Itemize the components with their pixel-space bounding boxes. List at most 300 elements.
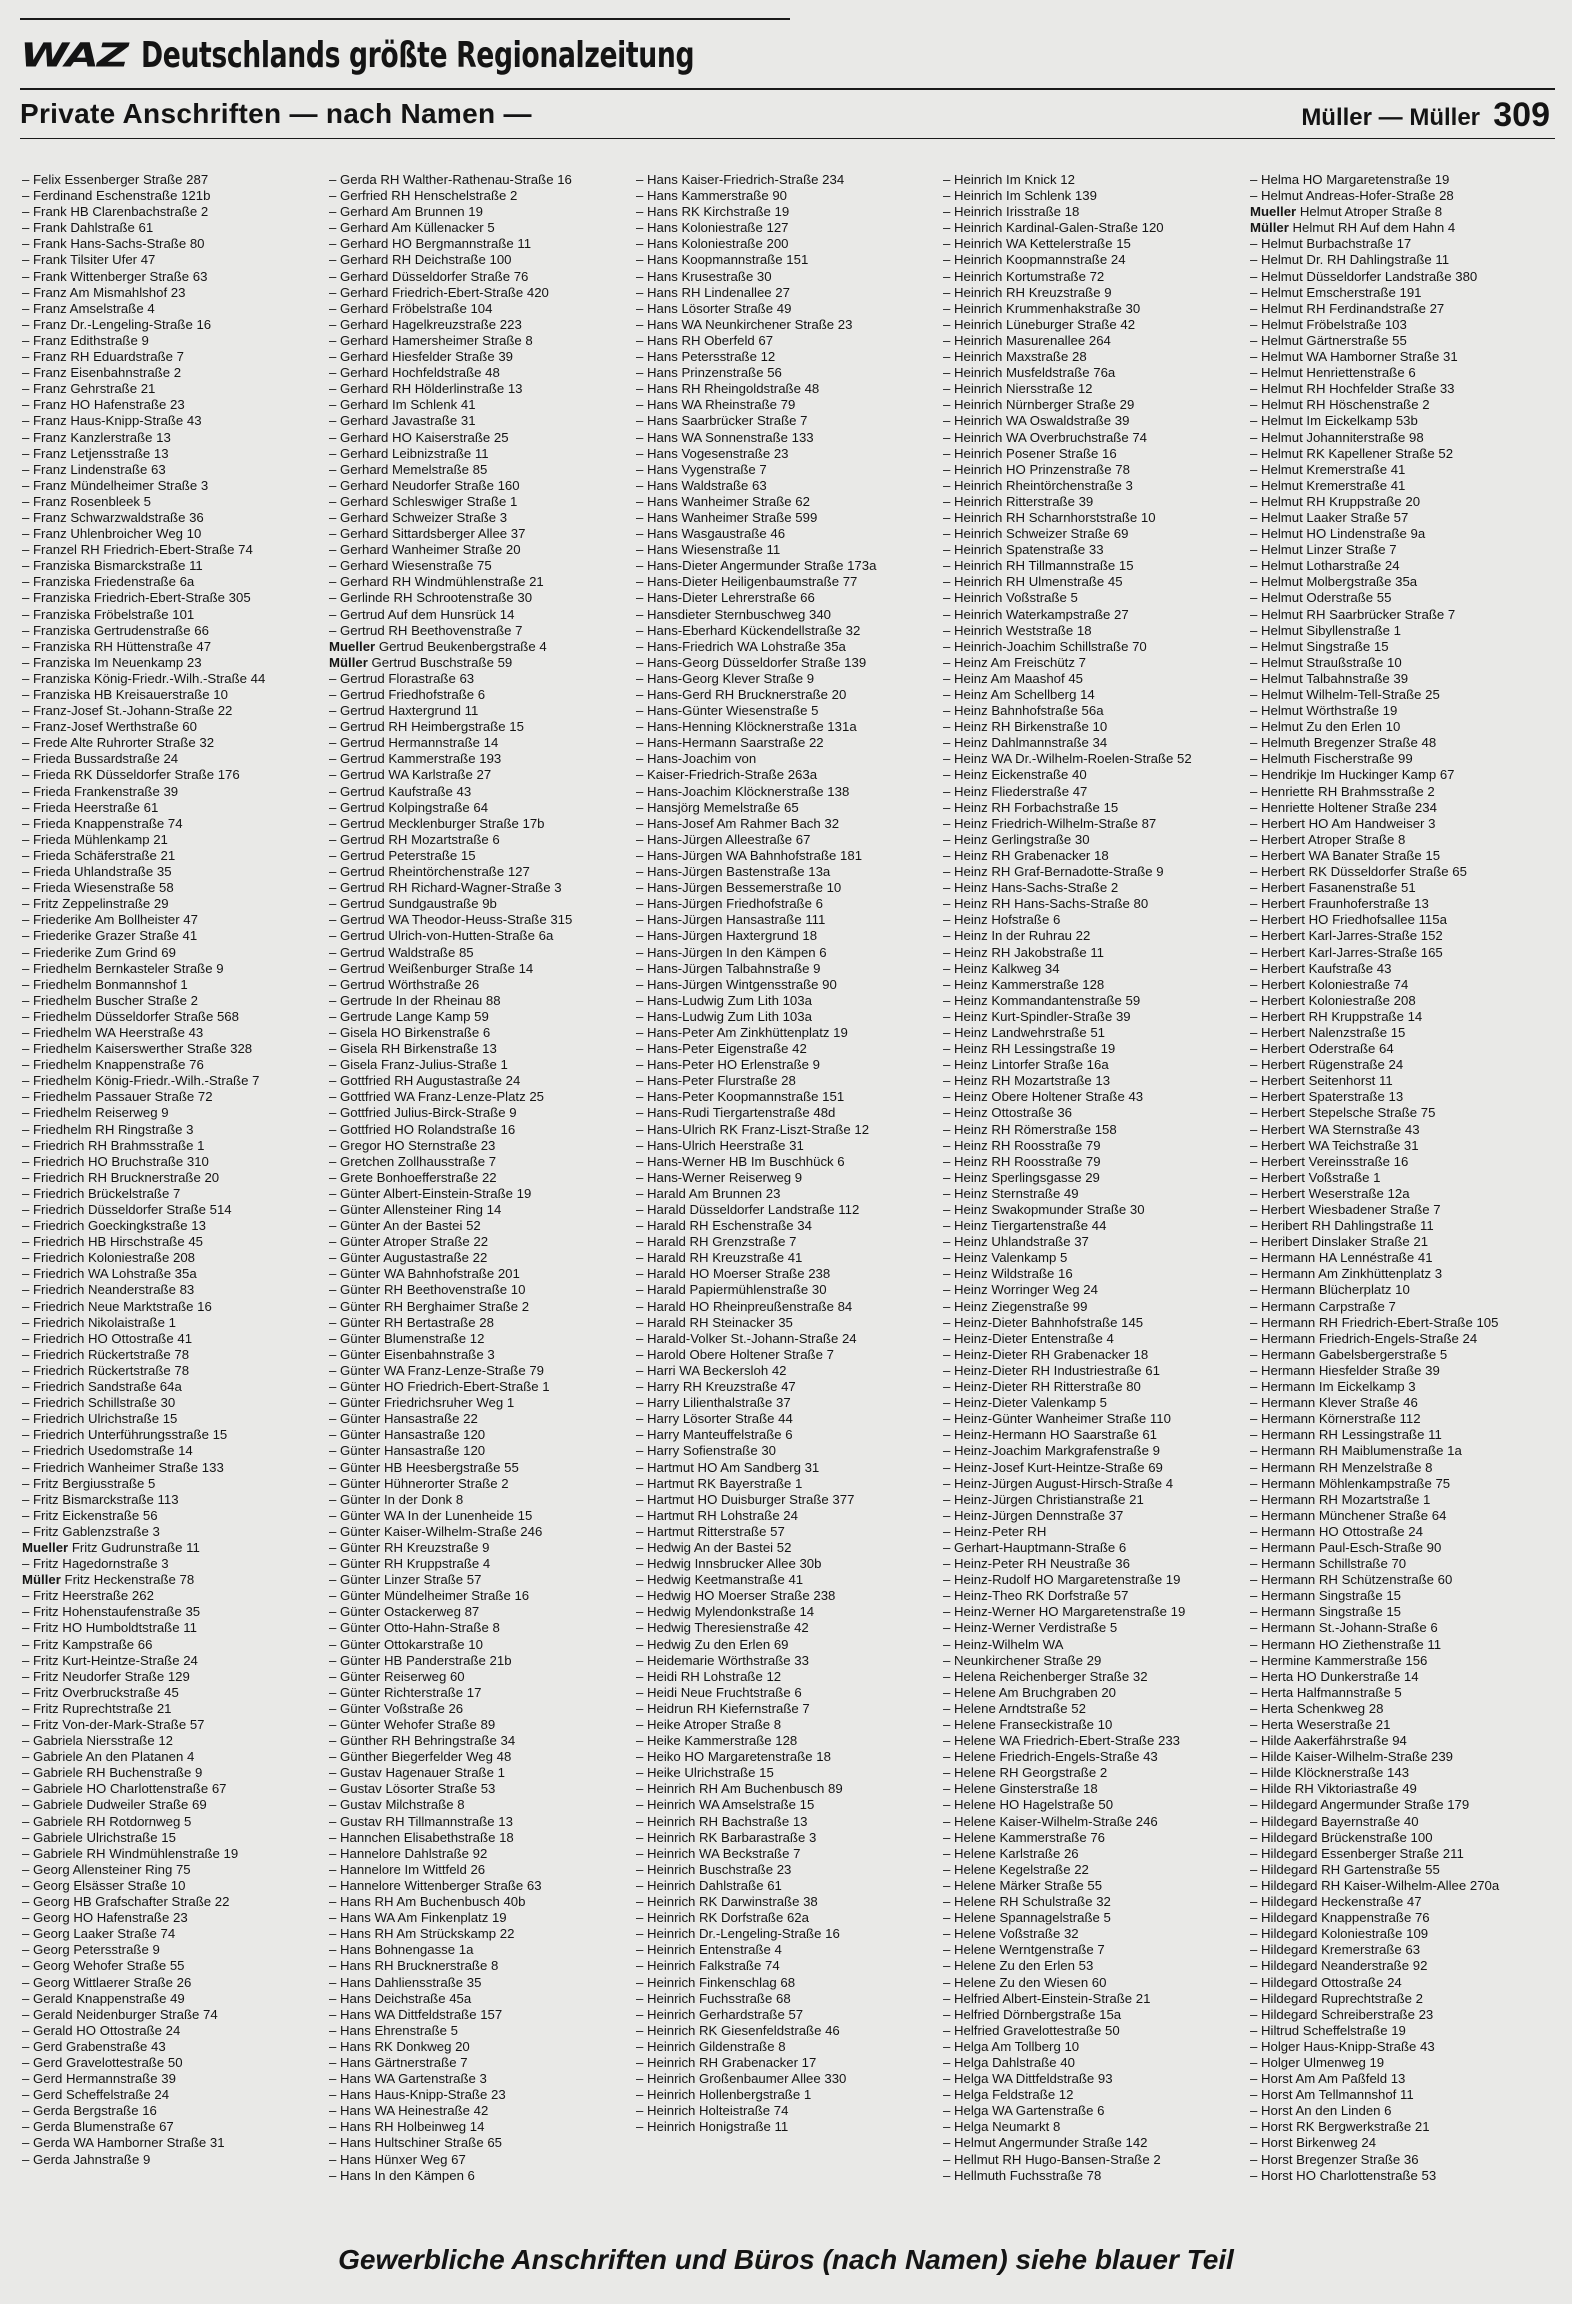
directory-entry: – Helga WA Gartenstraße 6 [943, 2103, 1247, 2119]
directory-entry: – Gertrud Kammerstraße 193 [329, 751, 633, 767]
directory-entry: – Herta Weserstraße 21 [1250, 1717, 1554, 1733]
directory-entry: – Horst Am Am Paßfeld 13 [1250, 2071, 1554, 2087]
directory-entry: – Friedrich Goeckingkstraße 13 [22, 1218, 326, 1234]
surname-heading: Müller [329, 654, 368, 670]
directory-entry: – Heribert Dinslaker Straße 21 [1250, 1234, 1554, 1250]
directory-entry: – Friedrich Nikolaistraße 1 [22, 1315, 326, 1331]
directory-entry: – Heidi RH Lohstraße 12 [636, 1669, 940, 1685]
directory-entry: – Hendrikje Im Huckinger Kamp 67 [1250, 767, 1554, 783]
directory-entry: – Heinz-Dieter Valenkamp 5 [943, 1395, 1247, 1411]
directory-entry: – Fritz Zeppelinstraße 29 [22, 896, 326, 912]
directory-entry: – Hilde Kaiser-Wilhelm-Straße 239 [1250, 1749, 1554, 1765]
directory-entry: – Franziska Gertrudenstraße 66 [22, 623, 326, 639]
directory-entry: – Heinz-Jürgen August-Hirsch-Straße 4 [943, 1476, 1247, 1492]
directory-entry: – Günter Hansastraße 120 [329, 1427, 633, 1443]
directory-entry: – Harald RH Eschenstraße 34 [636, 1218, 940, 1234]
directory-entry: – Gertrude In der Rheinau 88 [329, 993, 633, 1009]
directory-entry: – Gabriele Ulrichstraße 15 [22, 1830, 326, 1846]
entry-list [943, 172, 1247, 2184]
directory-entry: – Georg Allensteiner Ring 75 [22, 1862, 326, 1878]
directory-entry: – Gerhart-Hauptmann-Straße 6 [943, 1540, 1247, 1556]
directory-entry: – Herbert Weserstraße 12a [1250, 1186, 1554, 1202]
directory-entry: – Gerhard Düsseldorfer Straße 76 [329, 269, 633, 285]
directory-entry: – Hans Deichstraße 45a [329, 1991, 633, 2007]
directory-entry: – Hannelore Dahlstraße 92 [329, 1846, 633, 1862]
directory-entry: – Hermann Paul-Esch-Straße 90 [1250, 1540, 1554, 1556]
directory-entry: – Heike Atroper Straße 8 [636, 1717, 940, 1733]
directory-entry: – Hans WA Gartenstraße 3 [329, 2071, 633, 2087]
directory-entry: – Helene Kegelstraße 22 [943, 1862, 1247, 1878]
directory-entry: – Franz Am Mismahlshof 23 [22, 285, 326, 301]
directory-entry: – Hans Kaiser-Friedrich-Straße 234 [636, 172, 940, 188]
directory-entry: – Heinz Am Maashof 45 [943, 671, 1247, 687]
directory-entry: – Frieda Frankenstraße 39 [22, 784, 326, 800]
directory-entry: – Gerd Gravelottestraße 50 [22, 2055, 326, 2071]
directory-entry: – Helga Am Tollberg 10 [943, 2039, 1247, 2055]
directory-entry: – Hiltrud Scheffelstraße 19 [1250, 2023, 1554, 2039]
directory-entry: – Hermann RH Schützenstraße 60 [1250, 1572, 1554, 1588]
directory-entry: – Harry Lilienthalstraße 37 [636, 1395, 940, 1411]
directory-entry: – Heinz Kalkweg 34 [943, 961, 1247, 977]
directory-entry: – Harry Manteuffelstraße 6 [636, 1427, 940, 1443]
directory-entry: – Hermann RH Friedrich-Ebert-Straße 105 [1250, 1315, 1554, 1331]
directory-entry: – Gerhard Leibnizstraße 11 [329, 446, 633, 462]
directory-entry: – Heinrich Gerhardstraße 57 [636, 2007, 940, 2023]
directory-column-4 [943, 172, 1247, 2217]
waz-logo: WAZ [20, 35, 127, 75]
directory-entry: – Hans-Werner Reiserweg 9 [636, 1170, 940, 1186]
directory-entry: – Heinrich Dr.-Lengeling-Straße 16 [636, 1926, 940, 1942]
directory-entry: – Hedwig Theresienstraße 42 [636, 1620, 940, 1636]
directory-entry: – Friedrich Brückelstraße 7 [22, 1186, 326, 1202]
directory-entry: – Günter HO Friedrich-Ebert-Straße 1 [329, 1379, 633, 1395]
directory-entry: – Günther Biegerfelder Weg 48 [329, 1749, 633, 1765]
directory-entry: – Günther RH Behringstraße 34 [329, 1733, 633, 1749]
directory-entry: – Hans In den Kämpen 6 [329, 2168, 633, 2184]
directory-entry: – Hans-Henning Klöcknerstraße 131a [636, 719, 940, 735]
directory-entry: – Heinz Hans-Sachs-Straße 2 [943, 880, 1247, 896]
directory-entry: – Gertrud RH Heimbergstraße 15 [329, 719, 633, 735]
directory-entry: – Hans-Ludwig Zum Lith 103a [636, 993, 940, 1009]
directory-entry: – Gertrud Kolpingstraße 64 [329, 800, 633, 816]
directory-entry: – Hans Bohnengasse 1a [329, 1942, 633, 1958]
directory-entry: – Helmut Emscherstraße 191 [1250, 285, 1554, 301]
masthead-title: Deutschlands größte Regionalzeitung [140, 34, 695, 76]
directory-entry: – Helmut Kremerstraße 41 [1250, 462, 1554, 478]
directory-entry: – Frieda Heerstraße 61 [22, 800, 326, 816]
directory-entry: – Hans-Joachim von [636, 751, 940, 767]
directory-entry: – Gabriele An den Platanen 4 [22, 1749, 326, 1765]
directory-entry: – Helmut Kremerstraße 41 [1250, 478, 1554, 494]
directory-entry: – Friedrich Unterführungsstraße 15 [22, 1427, 326, 1443]
directory-entry: – Fritz Neudorfer Straße 129 [22, 1669, 326, 1685]
directory-entry: – Franziska Fröbelstraße 101 [22, 607, 326, 623]
directory-entry: – Helene HO Hagelstraße 50 [943, 1797, 1247, 1813]
directory-entry: – Hans WA Dittfeldstraße 157 [329, 2007, 633, 2023]
directory-entry: – Heinz Tiergartenstraße 44 [943, 1218, 1247, 1234]
directory-entry: – Frank Hans-Sachs-Straße 80 [22, 236, 326, 252]
header-rule [20, 88, 1555, 90]
directory-entry: – Hildegard RH Kaiser-Wilhelm-Allee 270a [1250, 1878, 1554, 1894]
directory-entry: – Franz Amselstraße 4 [22, 301, 326, 317]
directory-entry: – Heinrich RK Giesenfeldstraße 46 [636, 2023, 940, 2039]
directory-entry: – Helene RH Georgstraße 2 [943, 1765, 1247, 1781]
directory-entry: – Gertrud Weißenburger Straße 14 [329, 961, 633, 977]
directory-entry: – Gisela Franz-Julius-Straße 1 [329, 1057, 633, 1073]
directory-entry: – Gertrud Auf dem Hunsrück 14 [329, 607, 633, 623]
directory-entry: – Hermann Im Eickelkamp 3 [1250, 1379, 1554, 1395]
directory-entry: – Hans Vygenstraße 7 [636, 462, 940, 478]
directory-entry: – Helene Am Bruchgraben 20 [943, 1685, 1247, 1701]
directory-entry: – Herbert Stepelsche Straße 75 [1250, 1105, 1554, 1121]
directory-entry: – Herbert WA Banater Straße 15 [1250, 848, 1554, 864]
directory-entry: – Gerhard HO Bergmannstraße 11 [329, 236, 633, 252]
directory-entry: – Heinz Kommandantenstraße 59 [943, 993, 1247, 1009]
directory-entry: – Heinz Kurt-Spindler-Straße 39 [943, 1009, 1247, 1025]
directory-entry: – Gerhard Javastraße 31 [329, 413, 633, 429]
directory-entry: – Ferdinand Eschenstraße 121b [22, 188, 326, 204]
directory-entry: – Gerhard RH Hölderlinstraße 13 [329, 381, 633, 397]
directory-entry: – Heinrich Kortumstraße 72 [943, 269, 1247, 285]
directory-entry: – Hildegard Ruprechtstraße 2 [1250, 1991, 1554, 2007]
directory-entry: – Hermann HO Ziethenstraße 11 [1250, 1637, 1554, 1653]
directory-entry: – Felix Essenberger Straße 287 [22, 172, 326, 188]
directory-entry: – Hans-Jürgen Hansastraße 111 [636, 912, 940, 928]
directory-entry: – Günter Otto-Hahn-Straße 8 [329, 1620, 633, 1636]
directory-entry: – Günter Friedrichsruher Weg 1 [329, 1395, 633, 1411]
directory-entry: – Heinz Obere Holtener Straße 43 [943, 1089, 1247, 1105]
directory-entry: – Heinz RH Forbachstraße 15 [943, 800, 1247, 816]
directory-entry: – Frieda Knappenstraße 74 [22, 816, 326, 832]
directory-entry: – Franz Kanzlerstraße 13 [22, 430, 326, 446]
directory-entry: – Heinz-Dieter RH Ritterstraße 80 [943, 1379, 1247, 1395]
directory-entry: – Hans-Ulrich Heerstraße 31 [636, 1138, 940, 1154]
directory-entry: – Heidrun RH Kiefernstraße 7 [636, 1701, 940, 1717]
surname-heading: Müller [1250, 220, 1289, 236]
directory-entry: – Helmut Angermunder Straße 142 [943, 2135, 1247, 2151]
directory-entry: – Helene Kammerstraße 76 [943, 1830, 1247, 1846]
directory-entry: – Gerda Jahnstraße 9 [22, 2152, 326, 2168]
directory-entry: – Helmut RK Kapellener Straße 52 [1250, 446, 1554, 462]
directory-entry: – Hartmut HO Duisburger Straße 377 [636, 1492, 940, 1508]
directory-entry: – Horst RK Bergwerkstraße 21 [1250, 2119, 1554, 2135]
directory-entry: – Fritz Eickenstraße 56 [22, 1508, 326, 1524]
directory-entry: – Heinz-Wilhelm WA [943, 1637, 1247, 1653]
directory-entry: – Herta Halfmannstraße 5 [1250, 1685, 1554, 1701]
surname-heading: Mueller [22, 1539, 69, 1555]
directory-entry: – Hans Prinzenstraße 56 [636, 365, 940, 381]
directory-entry: – Hans RH Am Strückskamp 22 [329, 1926, 633, 1942]
directory-entry: – Helene RH Schulstraße 32 [943, 1894, 1247, 1910]
directory-entry: – Helene Werntgenstraße 7 [943, 1942, 1247, 1958]
directory-entry: – Heinrich WA Overbruchstraße 74 [943, 430, 1247, 446]
directory-entry: – Franz Gehrstraße 21 [22, 381, 326, 397]
directory-entry: – Heinrich RH Bachstraße 13 [636, 1814, 940, 1830]
directory-entry: – Franz Lindenstraße 63 [22, 462, 326, 478]
directory-entry: – Franz Mündelheimer Straße 3 [22, 478, 326, 494]
directory-entry: – Hermann Körnerstraße 112 [1250, 1411, 1554, 1427]
directory-entry: – Friedhelm RH Ringstraße 3 [22, 1122, 326, 1138]
directory-entry: – Günter WA In der Lunenheide 15 [329, 1508, 633, 1524]
directory-entry: – Helga WA Dittfeldstraße 93 [943, 2071, 1247, 2087]
directory-entry: – Helene Ginsterstraße 18 [943, 1781, 1247, 1797]
directory-entry: – Heinz RH Graf-Bernadotte-Straße 9 [943, 864, 1247, 880]
directory-entry: – Helmut Henriettenstraße 6 [1250, 365, 1554, 381]
directory-entry: – Hans-Günter Wiesenstraße 5 [636, 703, 940, 719]
directory-entry: – Hans Koloniestraße 200 [636, 236, 940, 252]
directory-entry: – Helfried Albert-Einstein-Straße 21 [943, 1991, 1247, 2007]
directory-entry: – Helmut RH Höschenstraße 2 [1250, 397, 1554, 413]
directory-entry: – Hermann HA Lennéstraße 41 [1250, 1250, 1554, 1266]
directory-entry: – Heinrich Gildenstraße 8 [636, 2039, 940, 2055]
directory-entry: – Heinz-Jürgen Christianstraße 21 [943, 1492, 1247, 1508]
directory-entry: – Kaiser-Friedrich-Straße 263a [636, 767, 940, 783]
directory-entry: – Heinz-Dieter Entenstraße 4 [943, 1331, 1247, 1347]
directory-entry: – Hans-Peter HO Erlenstraße 9 [636, 1057, 940, 1073]
directory-entry: – Heinrich-Joachim Schillstraße 70 [943, 639, 1247, 655]
directory-entry: – Gabriele HO Charlottenstraße 67 [22, 1781, 326, 1797]
directory-entry: – Hermann St.-Johann-Straße 6 [1250, 1620, 1554, 1636]
directory-entry: – Hilde Aakerfährstraße 94 [1250, 1733, 1554, 1749]
surname-heading: Mueller [329, 638, 376, 654]
directory-entry: – Friedrich Düsseldorfer Straße 514 [22, 1202, 326, 1218]
directory-entry: – Harry Lösorter Straße 44 [636, 1411, 940, 1427]
directory-entry: – Hermann Carpstraße 7 [1250, 1299, 1554, 1315]
directory-entry: – Hedwig Zu den Erlen 69 [636, 1637, 940, 1653]
directory-entry: – Gretchen Zollhausstraße 7 [329, 1154, 633, 1170]
directory-entry: – Gustav Lösorter Straße 53 [329, 1781, 633, 1797]
directory-entry: – Hans WA Neunkirchener Straße 23 [636, 317, 940, 333]
directory-entry: – Hans Hünxer Weg 67 [329, 2152, 633, 2168]
directory-entry: – Herbert Vereinsstraße 16 [1250, 1154, 1554, 1170]
directory-entry: – Grete Bonhoefferstraße 22 [329, 1170, 633, 1186]
directory-entry: – Hermann Singstraße 15 [1250, 1588, 1554, 1604]
directory-entry: – Hildegard Bayernstraße 40 [1250, 1814, 1554, 1830]
directory-entry: – Hans Wasgaustraße 46 [636, 526, 940, 542]
directory-entry: – Hans-Gerd RH Brucknerstraße 20 [636, 687, 940, 703]
directory-entry: – Gottfried WA Franz-Lenze-Platz 25 [329, 1089, 633, 1105]
directory-entry: – Heinrich Honigstraße 11 [636, 2119, 940, 2135]
directory-entry: – Gustav Hagenauer Straße 1 [329, 1765, 633, 1781]
directory-column-1 [22, 172, 326, 2217]
directory-entry: – Fritz Kurt-Heintze-Straße 24 [22, 1653, 326, 1669]
directory-entry: – Franz Dr.-Lengeling-Straße 16 [22, 317, 326, 333]
directory-entry: – Hans RK Kirchstraße 19 [636, 204, 940, 220]
directory-entry: – Herbert Koloniestraße 208 [1250, 993, 1554, 1009]
directory-entry: – Hartmut HO Am Sandberg 31 [636, 1460, 940, 1476]
directory-entry: – Günter RH Beethovenstraße 10 [329, 1282, 633, 1298]
directory-entry: – Gerhard Am Brunnen 19 [329, 204, 633, 220]
directory-entry: – Heinz RH Mozartstraße 13 [943, 1073, 1247, 1089]
directory-entry: – Frede Alte Ruhrorter Straße 32 [22, 735, 326, 751]
directory-entry: – Hans-Jürgen Alleestraße 67 [636, 832, 940, 848]
directory-entry: – Heinz Valenkamp 5 [943, 1250, 1247, 1266]
directory-entry: – Harold Obere Holtener Straße 7 [636, 1347, 940, 1363]
directory-entry: – Franz Haus-Knipp-Straße 43 [22, 413, 326, 429]
directory-entry: – Horst An den Linden 6 [1250, 2103, 1554, 2119]
directory-entry: – Herbert Nalenzstraße 15 [1250, 1025, 1554, 1041]
directory-entry: – Hansdieter Sternbuschweg 340 [636, 607, 940, 623]
directory-entry: – Henriette Holtener Straße 234 [1250, 800, 1554, 816]
directory-entry: – Heinz Ziegenstraße 99 [943, 1299, 1247, 1315]
directory-entry: – Fritz Kampstraße 66 [22, 1637, 326, 1653]
directory-entry: – Heinrich RH Kreuzstraße 9 [943, 285, 1247, 301]
directory-entry: – Horst Am Tellmannshof 11 [1250, 2087, 1554, 2103]
directory-entry: – Heinrich Nürnberger Straße 29 [943, 397, 1247, 413]
directory-entry: – Heinrich Koopmannstraße 24 [943, 252, 1247, 268]
directory-entry: – Harald Am Brunnen 23 [636, 1186, 940, 1202]
directory-entry: – Heinrich RH Ulmenstraße 45 [943, 574, 1247, 590]
directory-entry: – Hans Kammerstraße 90 [636, 188, 940, 204]
directory-entry: – Heidi Neue Fruchtstraße 6 [636, 1685, 940, 1701]
directory-entry: – Harald-Volker St.-Johann-Straße 24 [636, 1331, 940, 1347]
directory-entry: – Herbert Fraunhoferstraße 13 [1250, 896, 1554, 912]
directory-entry: – Herbert Seitenhorst 11 [1250, 1073, 1554, 1089]
directory-entry: – Fritz Gablenzstraße 3 [22, 1524, 326, 1540]
directory-entry: – Heinrich Weststraße 18 [943, 623, 1247, 639]
directory-entry: – Heinrich Falkstraße 74 [636, 1958, 940, 1974]
directory-entry: – Heinz Friedrich-Wilhelm-Straße 87 [943, 816, 1247, 832]
directory-entry: – Helmuth Bregenzer Straße 48 [1250, 735, 1554, 751]
directory-entry: – Helmut Im Eickelkamp 53b [1250, 413, 1554, 429]
directory-entry: – Günter Augustastraße 22 [329, 1250, 633, 1266]
directory-entry: – Hedwig Mylendonkstraße 14 [636, 1604, 940, 1620]
directory-entry: – Heinz-Theo RK Dorfstraße 57 [943, 1588, 1247, 1604]
directory-entry: – Gertrud Ulrich-von-Hutten-Straße 6a [329, 928, 633, 944]
directory-entry: – Heinz Dahlmannstraße 34 [943, 735, 1247, 751]
directory-entry: – Hildegard Brückenstraße 100 [1250, 1830, 1554, 1846]
directory-entry: – Heinz-Werner HO Margaretenstraße 19 [943, 1604, 1247, 1620]
directory-entry: – Frieda Schäferstraße 21 [22, 848, 326, 864]
directory-entry: – Harry RH Kreuzstraße 47 [636, 1379, 940, 1395]
directory-entry: – Friedrich HO Bruchstraße 310 [22, 1154, 326, 1170]
directory-entry: – Hans-Rudi Tiergartenstraße 48d [636, 1105, 940, 1121]
directory-entry: – Hans-Werner HB Im Buschhück 6 [636, 1154, 940, 1170]
directory-entry: – Gerhard Fröbelstraße 104 [329, 301, 633, 317]
directory-entry: – Hans Petersstraße 12 [636, 349, 940, 365]
directory-entry: – Günter Mündelheimer Straße 16 [329, 1588, 633, 1604]
directory-entry: – Heinrich Fuchsstraße 68 [636, 1991, 940, 2007]
directory-entry: – Heinrich Holteistraße 74 [636, 2103, 940, 2119]
directory-entry: – Heinrich Lüneburger Straße 42 [943, 317, 1247, 333]
directory-entry: – Fritz Von-der-Mark-Straße 57 [22, 1717, 326, 1733]
directory-entry: – Günter Hühnerorter Straße 2 [329, 1476, 633, 1492]
directory-entry: – Friedhelm Buscher Straße 2 [22, 993, 326, 1009]
directory-entry: – Heinz Am Schellberg 14 [943, 687, 1247, 703]
directory-entry: – Helene Franseckistraße 10 [943, 1717, 1247, 1733]
directory-entry: – Frieda Uhlandstraße 35 [22, 864, 326, 880]
directory-entry: – Horst Bregenzer Straße 36 [1250, 2152, 1554, 2168]
directory-entry: – Herbert Karl-Jarres-Straße 165 [1250, 945, 1554, 961]
directory-entry: – Hildegard RH Gartenstraße 55 [1250, 1862, 1554, 1878]
directory-entry: – Hans-Ulrich RK Franz-Liszt-Straße 12 [636, 1122, 940, 1138]
directory-entry: – Günter Richterstraße 17 [329, 1685, 633, 1701]
masthead [20, 26, 888, 84]
directory-entry: – Horst Birkenweg 24 [1250, 2135, 1554, 2151]
directory-entry: – Herbert RH Kruppstraße 14 [1250, 1009, 1554, 1025]
directory-entry: – Hans RK Donkweg 20 [329, 2039, 633, 2055]
directory-entry: – Günter Hansastraße 22 [329, 1411, 633, 1427]
directory-entry: – Heinz Hofstraße 6 [943, 912, 1247, 928]
directory-entry: – Heinrich Posener Straße 16 [943, 446, 1247, 462]
directory-entry: – Heinz Uhlandstraße 37 [943, 1234, 1247, 1250]
directory-entry: – Helmut RH Hochfelder Straße 33 [1250, 381, 1554, 397]
directory-entry: – Franz RH Eduardstraße 7 [22, 349, 326, 365]
directory-entry: – Gerlinde RH Schrootenstraße 30 [329, 590, 633, 606]
directory-entry: – Frieda Wiesenstraße 58 [22, 880, 326, 896]
directory-entry: – Heinz Lintorfer Straße 16a [943, 1057, 1247, 1073]
directory-entry: – Harald HO Rheinpreußenstraße 84 [636, 1299, 940, 1315]
directory-entry: – Helmut HO Lindenstraße 9a [1250, 526, 1554, 542]
directory-entry: – Gerhard Schleswiger Straße 1 [329, 494, 633, 510]
directory-entry: – Georg Petersstraße 9 [22, 1942, 326, 1958]
directory-entry: – Gerda WA Hamborner Straße 31 [22, 2135, 326, 2151]
directory-entry: – Helfried Dörnbergstraße 15a [943, 2007, 1247, 2023]
directory-entry: – Heinz Bahnhofstraße 56a [943, 703, 1247, 719]
directory-entry: – Hans-Joachim Klöcknerstraße 138 [636, 784, 940, 800]
directory-entry: – Helene Spannagelstraße 5 [943, 1910, 1247, 1926]
directory-entry: – Hartmut Ritterstraße 57 [636, 1524, 940, 1540]
directory-entry: – Hildegard Schreiberstraße 23 [1250, 2007, 1554, 2023]
directory-entry: – Friedhelm König-Friedr.-Wilh.-Straße 7 [22, 1073, 326, 1089]
directory-entry: – Helene Märker Straße 55 [943, 1878, 1247, 1894]
entry-list [22, 172, 326, 2168]
directory-entry: – Heinrich Im Knick 12 [943, 172, 1247, 188]
directory-entry: – Heinz Sperlingsgasse 29 [943, 1170, 1247, 1186]
directory-entry: – Heinrich RH Scharnhorststraße 10 [943, 510, 1247, 526]
directory-entry: – Heinz Sternstraße 49 [943, 1186, 1247, 1202]
directory-entry: – Hans-Jürgen In den Kämpen 6 [636, 945, 940, 961]
directory-entry: – Helmut Oderstraße 55 [1250, 590, 1554, 606]
directory-entry: – Fritz Heerstraße 262 [22, 1588, 326, 1604]
directory-entry: – Georg Wittlaerer Straße 26 [22, 1975, 326, 1991]
directory-entry: – Hans-Jürgen Bastenstraße 13a [636, 864, 940, 880]
directory-entry: – Günter RH Bertastraße 28 [329, 1315, 633, 1331]
directory-entry: – Gertrud Rheintörchenstraße 127 [329, 864, 633, 880]
directory-entry: – Heinz-Günter Wanheimer Straße 110 [943, 1411, 1247, 1427]
directory-entry: – Hermann Klever Straße 46 [1250, 1395, 1554, 1411]
directory-entry: – Georg Elsässer Straße 10 [22, 1878, 326, 1894]
directory-entry: – Helmut Zu den Erlen 10 [1250, 719, 1554, 735]
directory-entry: – Hermann Friedrich-Engels-Straße 24 [1250, 1331, 1554, 1347]
directory-entry: – Hildegard Knappenstraße 76 [1250, 1910, 1554, 1926]
directory-entry: – Günter Hansastraße 120 [329, 1443, 633, 1459]
directory-entry: – Franz HO Hafenstraße 23 [22, 397, 326, 413]
directory-entry: – Helene Arndtstraße 52 [943, 1701, 1247, 1717]
directory-entry: – Friedrich Usedomstraße 14 [22, 1443, 326, 1459]
directory-entry: – Franz Rosenbleek 5 [22, 494, 326, 510]
surname-heading: Müller [22, 1572, 61, 1588]
directory-entry: – Hans-Friedrich WA Lohstraße 35a [636, 639, 940, 655]
directory-entry: – Horst HO Charlottenstraße 53 [1250, 2168, 1554, 2184]
directory-entry: – Friedrich Rückertstraße 78 [22, 1347, 326, 1363]
directory-entry: – Hildegard Kremerstraße 63 [1250, 1942, 1554, 1958]
directory-entry: – Heinrich RH Tillmannstraße 15 [943, 558, 1247, 574]
directory-entry: – Heinz In der Ruhrau 22 [943, 928, 1247, 944]
directory-entry: – Fritz Bismarckstraße 113 [22, 1492, 326, 1508]
directory-entry: – Gisela RH Birkenstraße 13 [329, 1041, 633, 1057]
directory-entry: – Hermine Kammerstraße 156 [1250, 1653, 1554, 1669]
directory-entry: – Friedrich Neanderstraße 83 [22, 1282, 326, 1298]
directory-entry: – Friedrich Rückertstraße 78 [22, 1363, 326, 1379]
directory-entry: – Heinz-Peter RH Neustraße 36 [943, 1556, 1247, 1572]
directory-entry: – Heinrich RK Dorfstraße 62a [636, 1910, 940, 1926]
directory-entry: – Günter An der Bastei 52 [329, 1218, 633, 1234]
directory-entry: – Hans RH Holbeinweg 14 [329, 2119, 633, 2135]
directory-entry: – Harry Sofienstraße 30 [636, 1443, 940, 1459]
directory-entry: – Günter In der Donk 8 [329, 1492, 633, 1508]
directory-entry: – Neunkirchener Straße 29 [943, 1653, 1247, 1669]
